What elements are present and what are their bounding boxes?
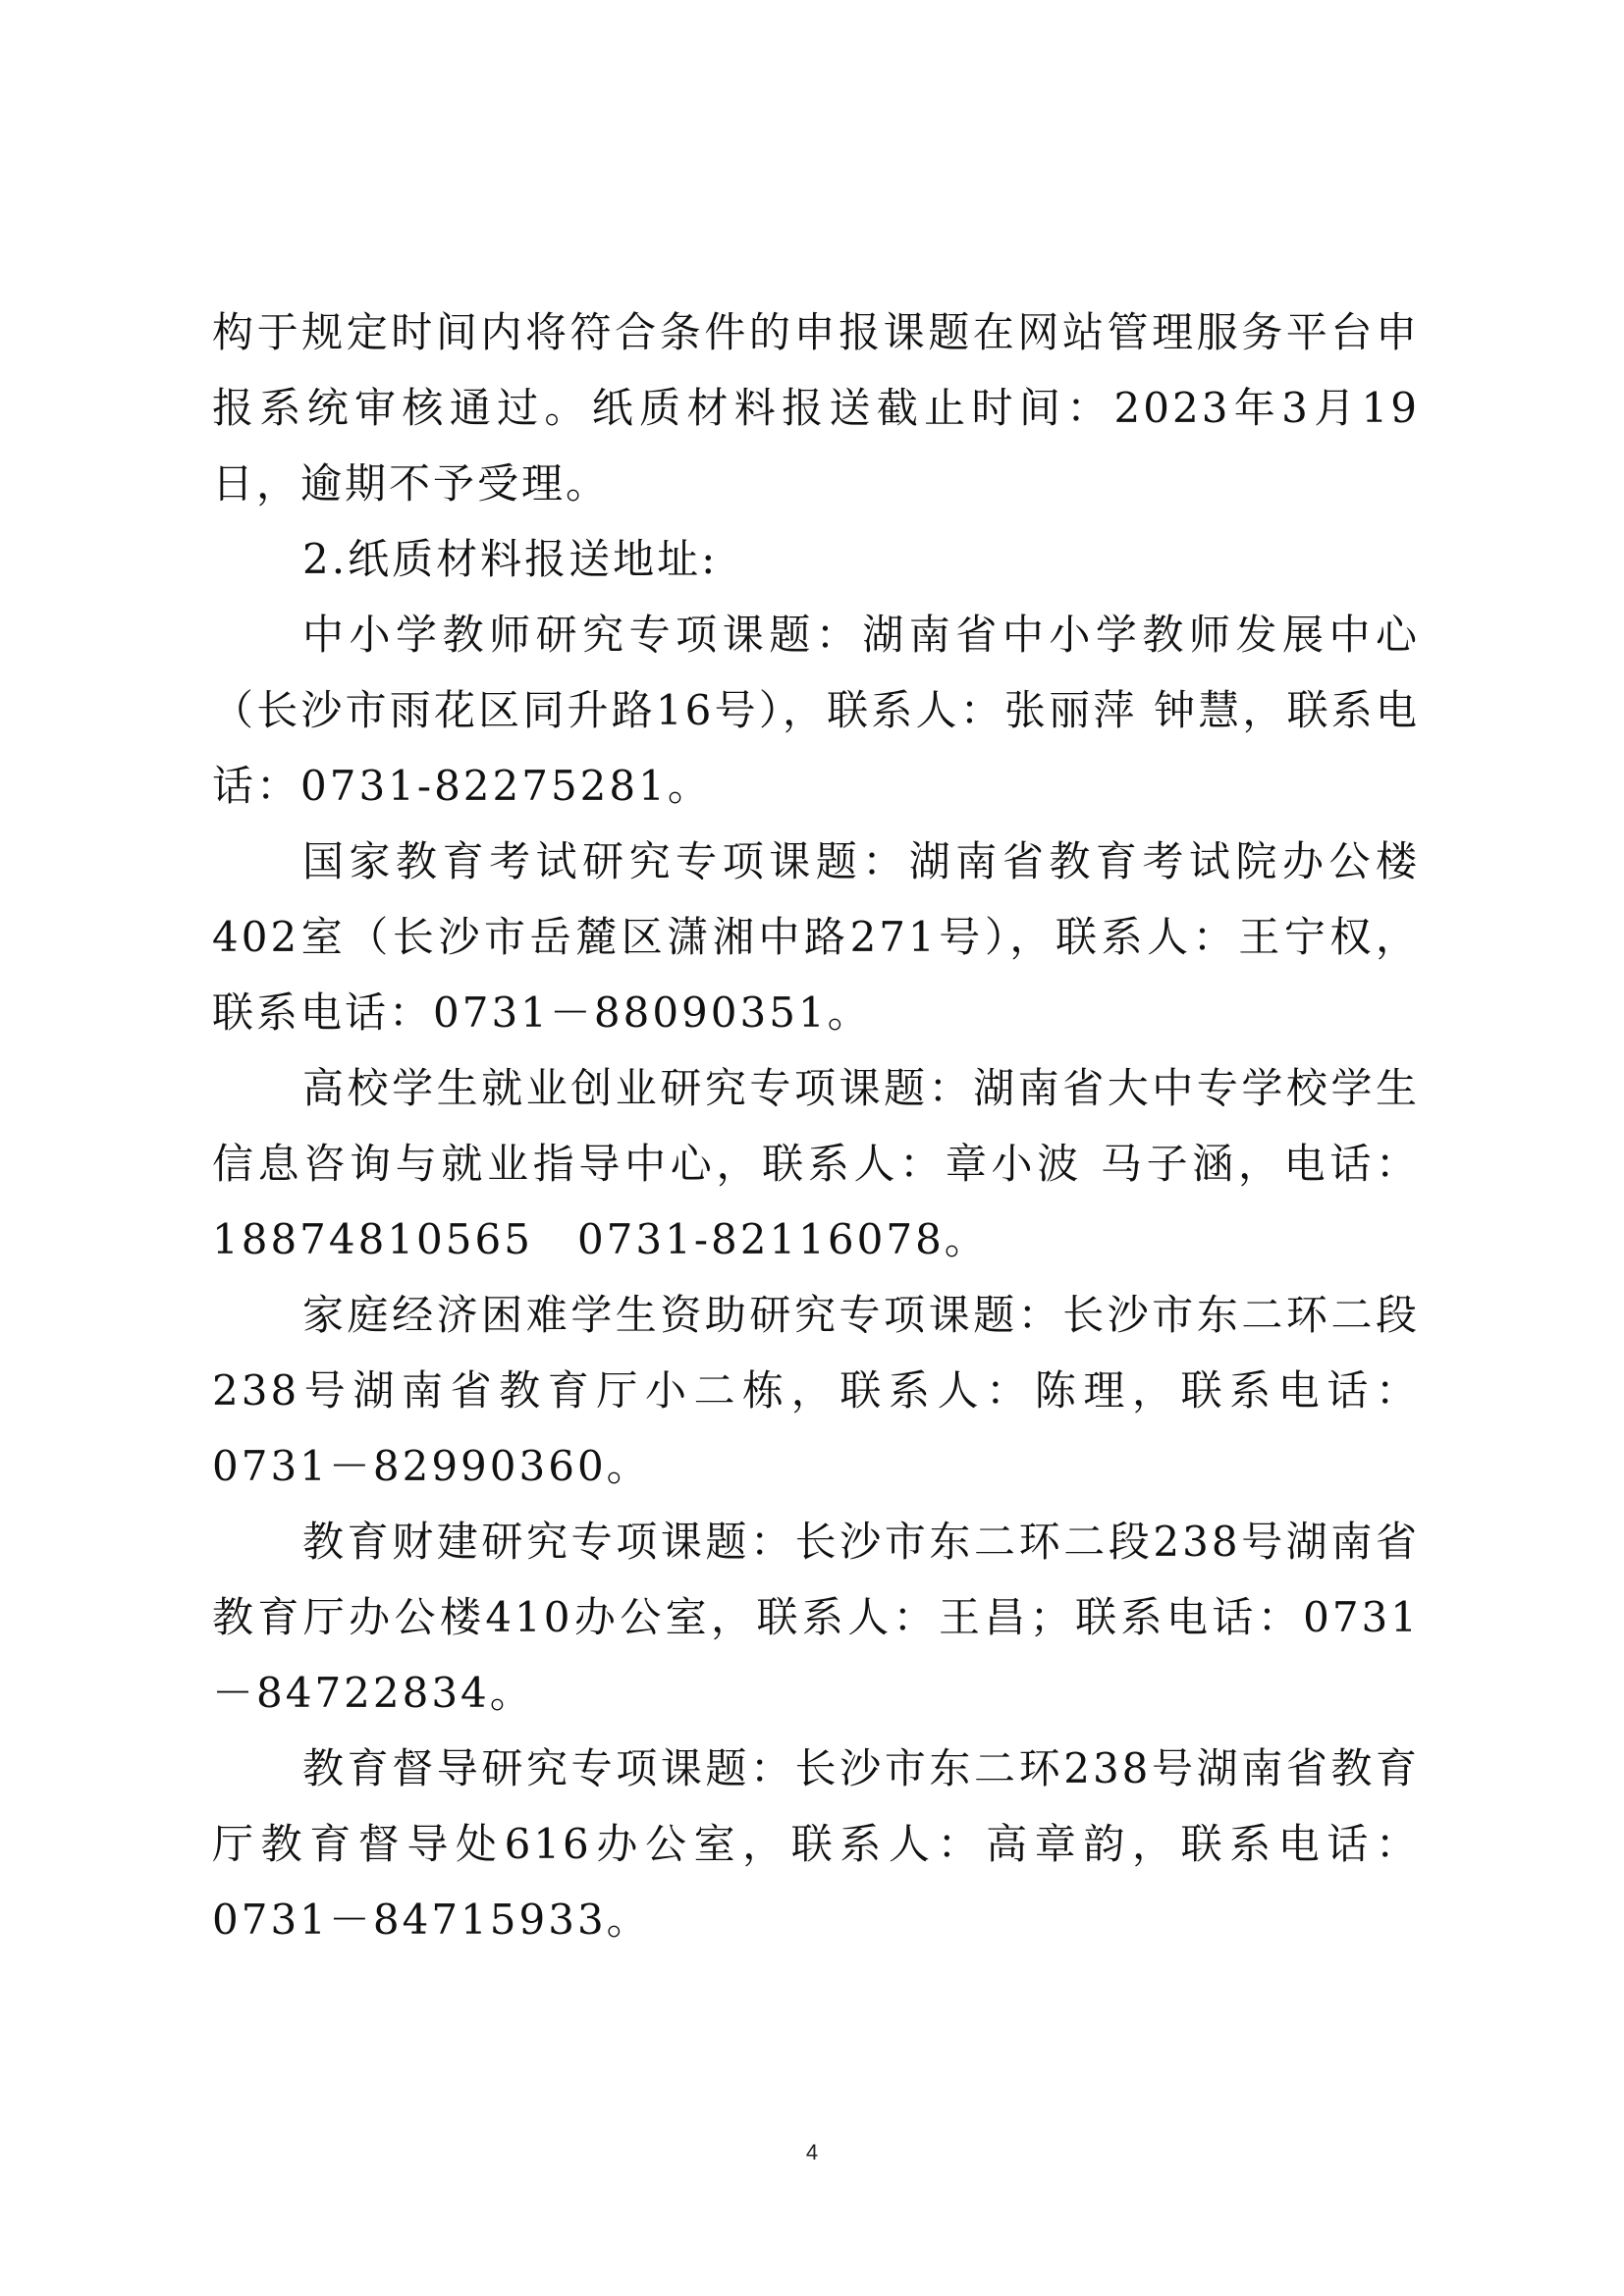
paragraph-supervision-research: 教育督导研究专项课题：长沙市东二环238号湖南省教育厅教育督导处616办公室，联系人：高章韵，联系电话：0731－84715933。 bbox=[212, 1744, 1420, 1944]
document-body bbox=[212, 294, 1420, 1957]
paragraph-finance-research: 教育财建研究专项课题：长沙市东二环二段238号湖南省教育厅办公楼410办公室，联系人：王昌；联系电话：0731－84722834。 bbox=[212, 1518, 1420, 1717]
paragraph-deadline: 构于规定时间内将符合条件的申报课题在网站管理服务平台申报系统审核通过。纸质材料报送截止时间：2023年3月19日，逾期不予受理。 bbox=[212, 308, 1420, 507]
page-number: 4 bbox=[805, 2140, 819, 2164]
paragraph-exam-research: 国家教育考试研究专项课题：湖南省教育考试院办公楼402室（长沙市岳麓区潇湘中路271号），联系人：王宁权，联系电话：0731－88090351。 bbox=[212, 837, 1420, 1037]
paragraph-student-aid-research: 家庭经济困难学生资助研究专项课题：长沙市东二环二段238号湖南省教育厅小二栋，联系人：陈理，联系电话：0731－82990360。 bbox=[212, 1291, 1420, 1490]
paragraph-teacher-research: 中小学教师研究专项课题：湖南省中小学教师发展中心（长沙市雨花区同升路16号），联系人：张丽萍 钟慧，联系电话：0731-82275281。 bbox=[212, 611, 1420, 810]
paragraph-employment-research: 高校学生就业创业研究专项课题：湖南省大中专学校学生信息咨询与就业指导中心，联系人：章小波 马子涵，电话：18874810565 0731-82116078。 bbox=[212, 1064, 1420, 1263]
paragraph-address-heading: 2.纸质材料报送地址: bbox=[302, 535, 719, 583]
